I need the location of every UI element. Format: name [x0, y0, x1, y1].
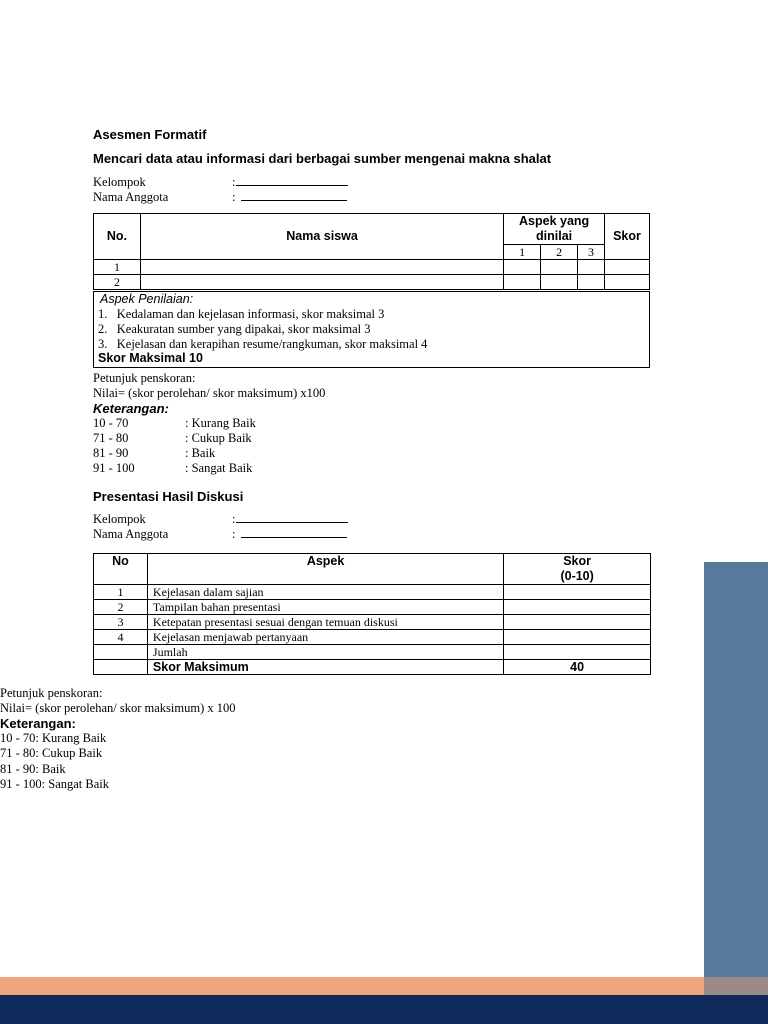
skor-maks-label: Skor Maksimum	[147, 660, 503, 675]
scale2-item-2: 71 - 80: Cukup Baik	[0, 746, 103, 760]
scale-label-4: : Sangat Baik	[185, 461, 253, 475]
cell[interactable]	[605, 260, 650, 275]
cell[interactable]	[504, 275, 541, 290]
jumlah-value[interactable]	[504, 645, 651, 660]
scale-range-3: 81 - 90	[93, 446, 129, 460]
criteria-title: Aspek Penilaian:	[100, 292, 194, 306]
col-nama-header: Nama siswa	[140, 214, 503, 260]
anggota-label-1: Nama Anggota	[93, 190, 169, 204]
slate-side-panel	[704, 562, 768, 1024]
scale-range-2: 71 - 80	[93, 431, 129, 445]
criteria-box	[93, 291, 650, 368]
skor-range: (0-10)	[560, 569, 594, 583]
anggota-field-2[interactable]	[232, 527, 347, 542]
criteria-item-1: 1. Kedalaman dan kejelasan informasi, skor maksimal 3	[98, 307, 385, 321]
side-band-overlap	[704, 977, 768, 995]
scale2-item-1: 10 - 70: Kurang Baik	[0, 731, 107, 745]
petunjuk-1: Petunjuk penskoran:	[93, 371, 196, 385]
row-skor[interactable]	[504, 585, 651, 600]
table-row	[94, 600, 651, 615]
col-aspek-header: Aspek yang dinilai	[504, 214, 605, 245]
table-row	[94, 615, 651, 630]
col-skor-header: Skor	[605, 214, 650, 260]
colon: :	[232, 190, 236, 204]
colon: :	[232, 527, 236, 541]
scale-range-1: 10 - 70	[93, 416, 129, 430]
kelompok-label: Kelompok	[93, 175, 146, 189]
cell[interactable]	[140, 275, 503, 290]
row-aspek: Ketepatan presentasi sesuai dengan temuan diskusi	[147, 615, 503, 630]
cell	[94, 645, 148, 660]
kelompok-row-1	[93, 175, 146, 190]
row-skor[interactable]	[504, 630, 651, 645]
row-no: 2	[94, 600, 148, 615]
cell[interactable]	[140, 260, 503, 275]
colon: :	[232, 512, 236, 526]
cell[interactable]	[504, 260, 541, 275]
row-no: 3	[94, 615, 148, 630]
cell[interactable]	[578, 260, 605, 275]
petunjuk-2: Petunjuk penskoran:	[0, 686, 103, 700]
cell[interactable]	[578, 275, 605, 290]
cell	[94, 660, 148, 675]
row-aspek: Tampilan bahan presentasi	[147, 600, 503, 615]
kelompok-field-2[interactable]	[232, 512, 348, 527]
row-aspek: Kejelasan menjawab pertanyaan	[147, 630, 503, 645]
assessment-table-1	[93, 213, 650, 290]
jumlah-row	[94, 645, 651, 660]
row-skor[interactable]	[504, 600, 651, 615]
sub-col-3: 3	[578, 245, 605, 260]
scale-label-2: : Cukup Baik	[185, 431, 252, 445]
col-no-header: No.	[94, 214, 141, 260]
cell[interactable]	[605, 275, 650, 290]
criteria-max: Skor Maksimal 10	[98, 351, 203, 365]
sub-col-2: 2	[541, 245, 578, 260]
scale-label-1: : Kurang Baik	[185, 416, 256, 430]
cell[interactable]	[541, 275, 578, 290]
skor-maks-value: 40	[504, 660, 651, 675]
formula-2: Nilai= (skor perolehan/ skor maksimum) x 100	[0, 701, 236, 715]
row-aspek: Kejelasan dalam sajian	[147, 585, 503, 600]
criteria-item-3: 3. Kejelasan dan kerapihan resume/rangkuman, skor maksimal 4	[98, 337, 428, 351]
anggota-label-2: Nama Anggota	[93, 527, 169, 541]
criteria-item-2: 2. Keakuratan sumber yang dipakai, skor maksimal 3	[98, 322, 371, 336]
row-no: 1	[94, 260, 141, 275]
keterangan-2: Keterangan:	[0, 716, 76, 731]
orange-footer-band	[0, 977, 704, 995]
formula-1: Nilai= (skor perolehan/ skor maksimum) x100	[93, 386, 326, 400]
scale2-item-3: 81 - 90: Baik	[0, 762, 66, 776]
section1-subheading: Mencari data atau informasi dari berbagai sumber mengenai makna shalat	[93, 151, 552, 166]
colon: :	[232, 175, 236, 189]
table-row	[94, 260, 650, 275]
row-skor[interactable]	[504, 615, 651, 630]
section1-heading: Asesmen Formatif	[93, 127, 207, 142]
skor-maks-row	[94, 660, 651, 675]
row-no: 2	[94, 275, 141, 290]
kelompok-field-1[interactable]	[232, 175, 348, 190]
sub-col-1: 1	[504, 245, 541, 260]
anggota-field-1[interactable]	[232, 190, 347, 205]
section2-heading: Presentasi Hasil Diskusi	[93, 489, 244, 504]
row-no: 4	[94, 630, 148, 645]
navy-footer-band	[0, 995, 768, 1024]
col-aspek-header-2: Aspek	[147, 554, 503, 585]
keterangan-1: Keterangan:	[93, 401, 169, 416]
table-row	[94, 275, 650, 290]
table-row	[94, 585, 651, 600]
row-no: 1	[94, 585, 148, 600]
scale2-item-4: 91 - 100: Sangat Baik	[0, 777, 110, 791]
jumlah-label: Jumlah	[147, 645, 503, 660]
cell[interactable]	[541, 260, 578, 275]
skor-label: Skor	[563, 554, 592, 568]
table-row	[94, 630, 651, 645]
kelompok-label-2: Kelompok	[93, 512, 146, 526]
scale-label-3: : Baik	[185, 446, 216, 460]
scale-range-4: 91 - 100	[93, 461, 135, 475]
assessment-table-2	[93, 553, 651, 675]
col-no-header-2: No	[94, 554, 148, 585]
col-skor-header-2	[504, 554, 651, 585]
